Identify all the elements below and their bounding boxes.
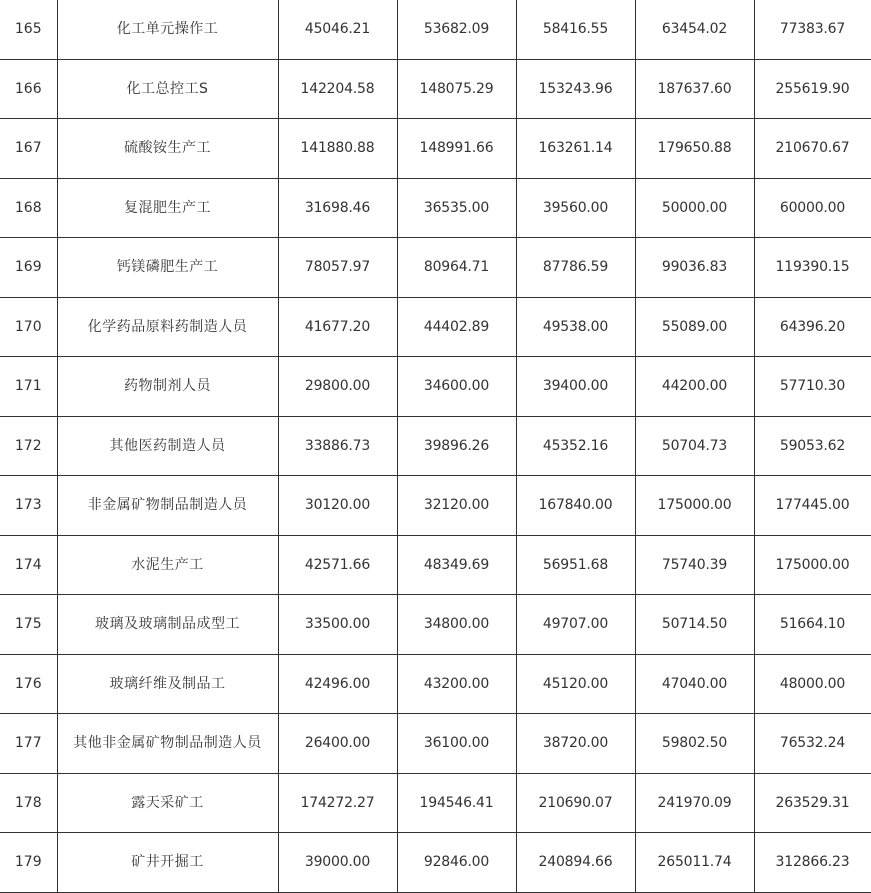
value-cell-3: 38720.00 (516, 714, 635, 774)
table-row (0, 595, 871, 655)
value-cell-5: 51664.10 (754, 595, 871, 655)
row-id-cell: 169 (0, 238, 57, 298)
row-id-cell: 168 (0, 178, 57, 238)
value-cell-2: 53682.09 (397, 0, 516, 59)
table-row (0, 476, 871, 536)
value-cell-4: 265011.74 (635, 833, 754, 893)
value-cell-3: 87786.59 (516, 238, 635, 298)
value-cell-3: 210690.07 (516, 773, 635, 833)
value-cell-2: 34800.00 (397, 595, 516, 655)
occupation-name-cell: 硫酸铵生产工 (57, 119, 278, 179)
value-cell-3: 45352.16 (516, 416, 635, 476)
value-cell-5: 77383.67 (754, 0, 871, 59)
occupation-name-cell: 化学药品原料药制造人员 (57, 297, 278, 357)
value-cell-2: 44402.89 (397, 297, 516, 357)
value-cell-2: 148991.66 (397, 119, 516, 179)
value-cell-3: 49707.00 (516, 595, 635, 655)
table-row (0, 714, 871, 774)
value-cell-4: 47040.00 (635, 654, 754, 714)
value-cell-3: 167840.00 (516, 476, 635, 536)
value-cell-5: 263529.31 (754, 773, 871, 833)
value-cell-4: 63454.02 (635, 0, 754, 59)
value-cell-3: 39560.00 (516, 178, 635, 238)
table-row (0, 178, 871, 238)
occupation-name-cell: 玻璃纤维及制品工 (57, 654, 278, 714)
value-cell-1: 30120.00 (278, 476, 397, 536)
value-cell-2: 48349.69 (397, 535, 516, 595)
value-cell-1: 142204.58 (278, 59, 397, 119)
value-cell-4: 75740.39 (635, 535, 754, 595)
value-cell-4: 50704.73 (635, 416, 754, 476)
value-cell-3: 45120.00 (516, 654, 635, 714)
value-cell-2: 92846.00 (397, 833, 516, 893)
row-id-cell: 177 (0, 714, 57, 774)
value-cell-5: 210670.67 (754, 119, 871, 179)
value-cell-2: 43200.00 (397, 654, 516, 714)
value-cell-5: 57710.30 (754, 357, 871, 417)
row-id-cell: 171 (0, 357, 57, 417)
value-cell-5: 60000.00 (754, 178, 871, 238)
value-cell-2: 194546.41 (397, 773, 516, 833)
value-cell-1: 174272.27 (278, 773, 397, 833)
row-id-cell: 179 (0, 833, 57, 893)
value-cell-5: 119390.15 (754, 238, 871, 298)
occupation-name-cell: 其他非金属矿物制品制造人员 (57, 714, 278, 774)
value-cell-1: 33886.73 (278, 416, 397, 476)
value-cell-5: 64396.20 (754, 297, 871, 357)
value-cell-1: 42496.00 (278, 654, 397, 714)
table-row (0, 357, 871, 417)
table-row (0, 773, 871, 833)
value-cell-1: 42571.66 (278, 535, 397, 595)
value-cell-2: 148075.29 (397, 59, 516, 119)
value-cell-5: 59053.62 (754, 416, 871, 476)
value-cell-1: 31698.46 (278, 178, 397, 238)
value-cell-1: 26400.00 (278, 714, 397, 774)
value-cell-4: 241970.09 (635, 773, 754, 833)
value-cell-4: 50714.50 (635, 595, 754, 655)
occupation-name-cell: 药物制剂人员 (57, 357, 278, 417)
value-cell-5: 255619.90 (754, 59, 871, 119)
value-cell-3: 153243.96 (516, 59, 635, 119)
value-cell-2: 32120.00 (397, 476, 516, 536)
value-cell-4: 99036.83 (635, 238, 754, 298)
table-row (0, 238, 871, 298)
table-row (0, 59, 871, 119)
row-id-cell: 166 (0, 59, 57, 119)
value-cell-2: 34600.00 (397, 357, 516, 417)
value-cell-2: 39896.26 (397, 416, 516, 476)
value-cell-2: 36100.00 (397, 714, 516, 774)
value-cell-4: 59802.50 (635, 714, 754, 774)
table-row (0, 0, 871, 59)
value-cell-5: 48000.00 (754, 654, 871, 714)
value-cell-4: 179650.88 (635, 119, 754, 179)
table-row (0, 416, 871, 476)
value-cell-3: 49538.00 (516, 297, 635, 357)
row-id-cell: 172 (0, 416, 57, 476)
row-id-cell: 170 (0, 297, 57, 357)
value-cell-5: 312866.23 (754, 833, 871, 893)
table-row (0, 654, 871, 714)
value-cell-5: 175000.00 (754, 535, 871, 595)
table-row (0, 119, 871, 179)
row-id-cell: 175 (0, 595, 57, 655)
value-cell-1: 45046.21 (278, 0, 397, 59)
value-cell-3: 240894.66 (516, 833, 635, 893)
value-cell-5: 76532.24 (754, 714, 871, 774)
value-cell-1: 33500.00 (278, 595, 397, 655)
value-cell-3: 39400.00 (516, 357, 635, 417)
occupation-name-cell: 复混肥生产工 (57, 178, 278, 238)
occupation-name-cell: 玻璃及玻璃制品成型工 (57, 595, 278, 655)
table-row (0, 535, 871, 595)
occupation-name-cell: 化工单元操作工 (57, 0, 278, 59)
row-id-cell: 176 (0, 654, 57, 714)
value-cell-1: 141880.88 (278, 119, 397, 179)
occupation-name-cell: 非金属矿物制品制造人员 (57, 476, 278, 536)
value-cell-3: 163261.14 (516, 119, 635, 179)
value-cell-5: 177445.00 (754, 476, 871, 536)
value-cell-4: 55089.00 (635, 297, 754, 357)
value-cell-3: 58416.55 (516, 0, 635, 59)
value-cell-4: 187637.60 (635, 59, 754, 119)
value-cell-1: 78057.97 (278, 238, 397, 298)
value-cell-2: 80964.71 (397, 238, 516, 298)
table-row (0, 297, 871, 357)
occupation-name-cell: 露天采矿工 (57, 773, 278, 833)
value-cell-1: 39000.00 (278, 833, 397, 893)
occupation-name-cell: 其他医药制造人员 (57, 416, 278, 476)
row-id-cell: 165 (0, 0, 57, 59)
occupation-name-cell: 矿井开掘工 (57, 833, 278, 893)
value-cell-4: 50000.00 (635, 178, 754, 238)
value-cell-3: 56951.68 (516, 535, 635, 595)
occupation-name-cell: 化工总控工S (57, 59, 278, 119)
value-cell-4: 175000.00 (635, 476, 754, 536)
row-id-cell: 173 (0, 476, 57, 536)
row-id-cell: 174 (0, 535, 57, 595)
value-cell-1: 41677.20 (278, 297, 397, 357)
value-cell-4: 44200.00 (635, 357, 754, 417)
occupation-name-cell: 水泥生产工 (57, 535, 278, 595)
occupation-name-cell: 钙镁磷肥生产工 (57, 238, 278, 298)
row-id-cell: 178 (0, 773, 57, 833)
value-cell-1: 29800.00 (278, 357, 397, 417)
table-row (0, 833, 871, 893)
value-cell-2: 36535.00 (397, 178, 516, 238)
row-id-cell: 167 (0, 119, 57, 179)
